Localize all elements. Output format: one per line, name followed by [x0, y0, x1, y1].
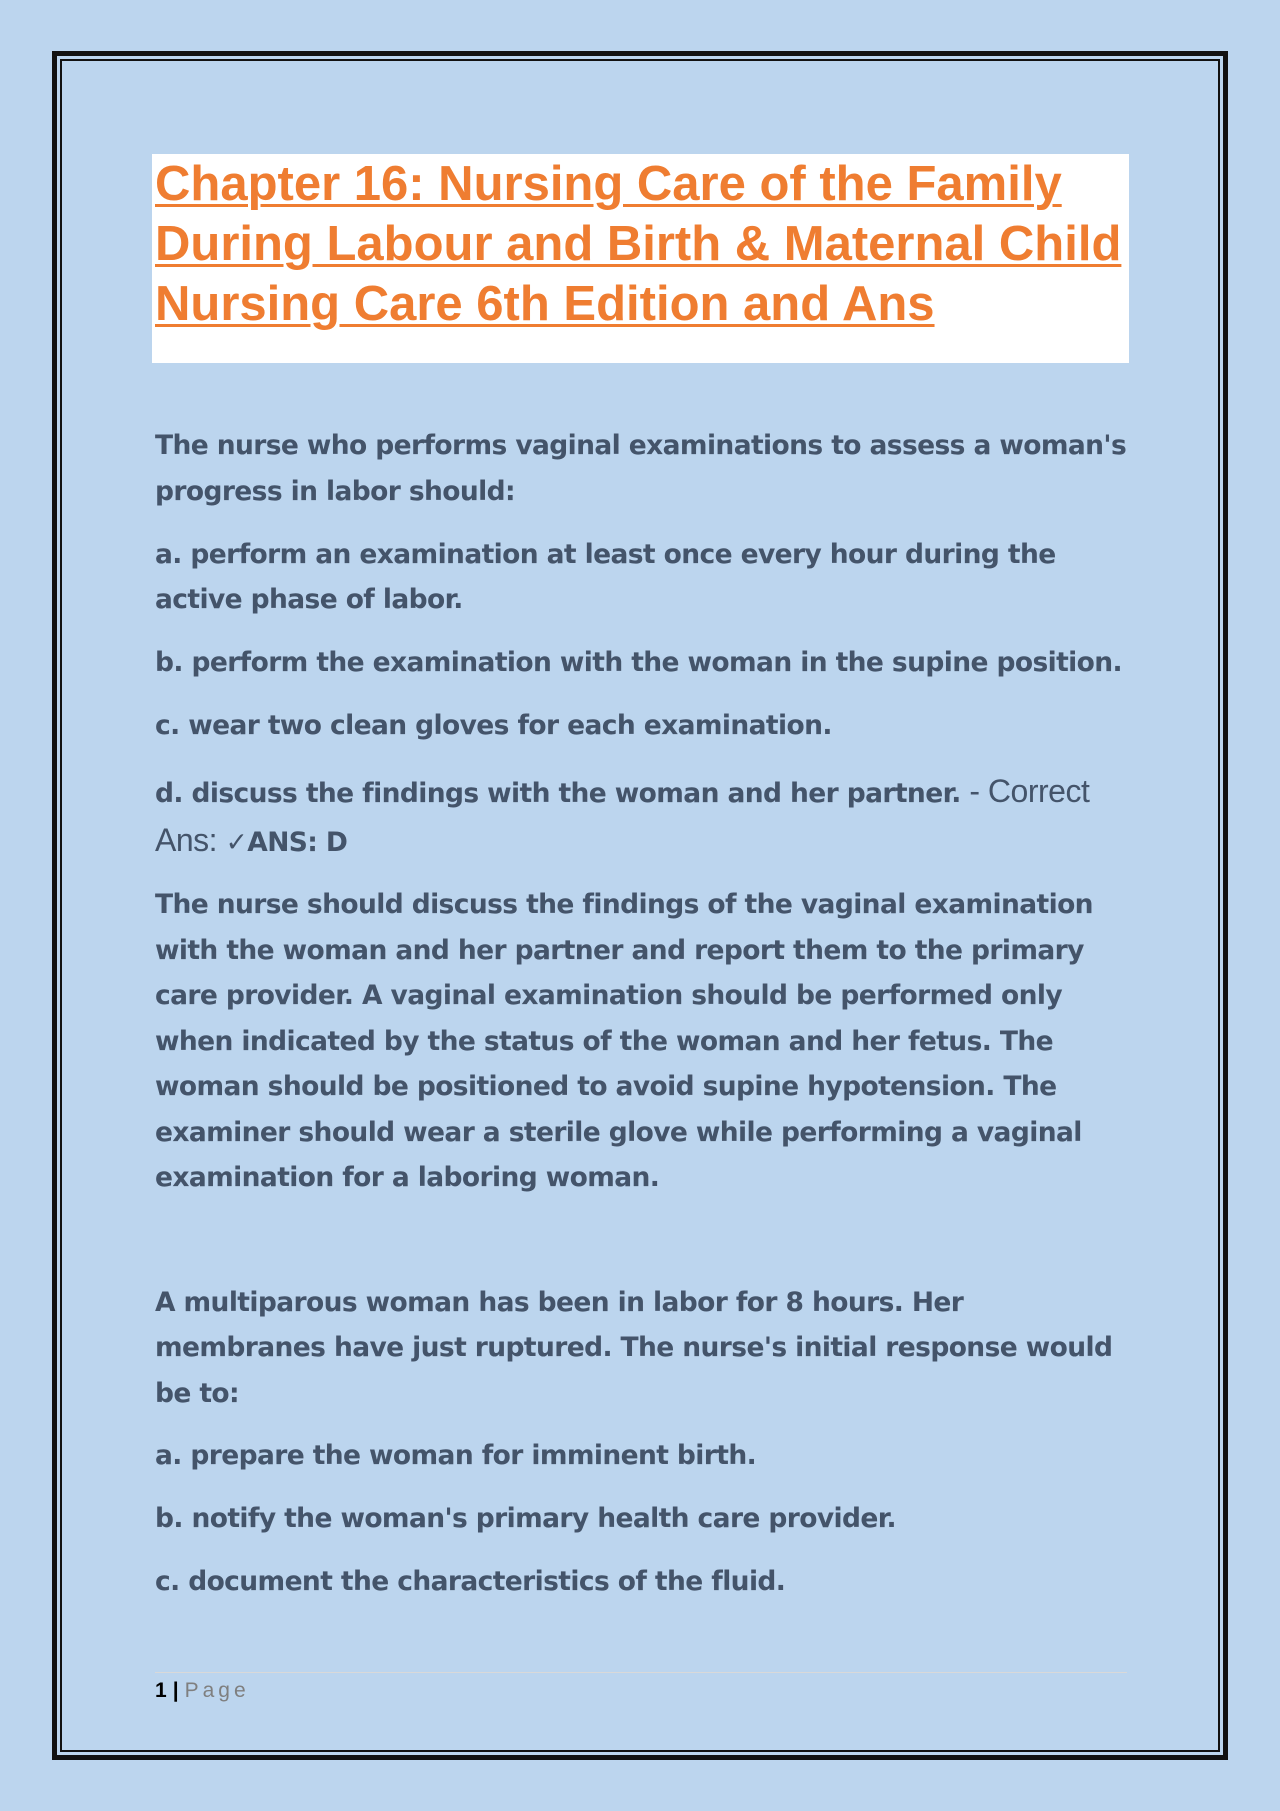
rationale-line-1: The nurse should discuss the findings of the vaginal examination	[155, 889, 1093, 920]
correct-ans-label-part-1: - Correct	[969, 773, 1090, 809]
rationale-line-6: examiner should wear a sterile glove while performing a vaginal	[155, 1117, 1082, 1148]
question-1-option-b: b. perform the examination with the woman in the supine position.	[155, 647, 1123, 678]
page-footer	[155, 1679, 250, 1703]
rationale-line-7: examination for a laboring woman.	[155, 1162, 660, 1193]
footer-divider	[155, 1672, 1127, 1673]
chapter-title[interactable]: Chapter 16: Nursing Care of the Family During Labour and Birth & Maternal Child Nursing Care 6th Edition and Ans	[155, 157, 1122, 331]
question-1-answer	[155, 818, 1135, 866]
answer-value: ANS: D	[247, 827, 348, 858]
check-mark-icon: ✓	[225, 827, 248, 858]
page-number: 1	[155, 1679, 167, 1702]
question-1-option-a-line-2: active phase of labor.	[155, 584, 463, 615]
question-1-option-d	[155, 769, 1135, 817]
rationale-line-3: care provider. A vaginal examination should be performed only	[155, 980, 1063, 1011]
question-2-option-a: a. prepare the woman for imminent birth.	[155, 1440, 757, 1471]
question-1-option-a-line-1: a. perform an examination at least once every hour during the	[155, 539, 1056, 570]
rationale-line-5: woman should be positioned to avoid supine hypotension. The	[155, 1071, 1057, 1102]
correct-ans-label-part-2: Ans:	[155, 822, 218, 858]
question-2-stem-line-1: A multiparous woman has been in labor for 8 hours. Her	[155, 1287, 964, 1318]
page-label: Page	[184, 1679, 250, 1702]
rationale-line-4: when indicated by the status of the woman and her fetus. The	[155, 1026, 1053, 1057]
question-1-stem-line-1: The nurse who performs vaginal examinations to assess a woman's	[155, 430, 1127, 461]
question-2-stem-line-3: be to:	[155, 1378, 240, 1409]
question-2-option-c: c. document the characteristics of the fluid.	[155, 1566, 786, 1597]
question-2-stem-line-2: membranes have just ruptured. The nurse's initial response would	[155, 1332, 1113, 1363]
question-1-stem-line-2: progress in labor should:	[155, 476, 515, 507]
question-2-option-b: b. notify the woman's primary health care provider.	[155, 1503, 896, 1534]
question-1-option-c: c. wear two clean gloves for each examination.	[155, 710, 832, 741]
option-d-text: d. discuss the findings with the woman and her partner.	[155, 778, 961, 809]
footer-separator: |	[172, 1679, 179, 1702]
rationale-line-2: with the woman and her partner and report them to the primary	[155, 935, 1084, 966]
